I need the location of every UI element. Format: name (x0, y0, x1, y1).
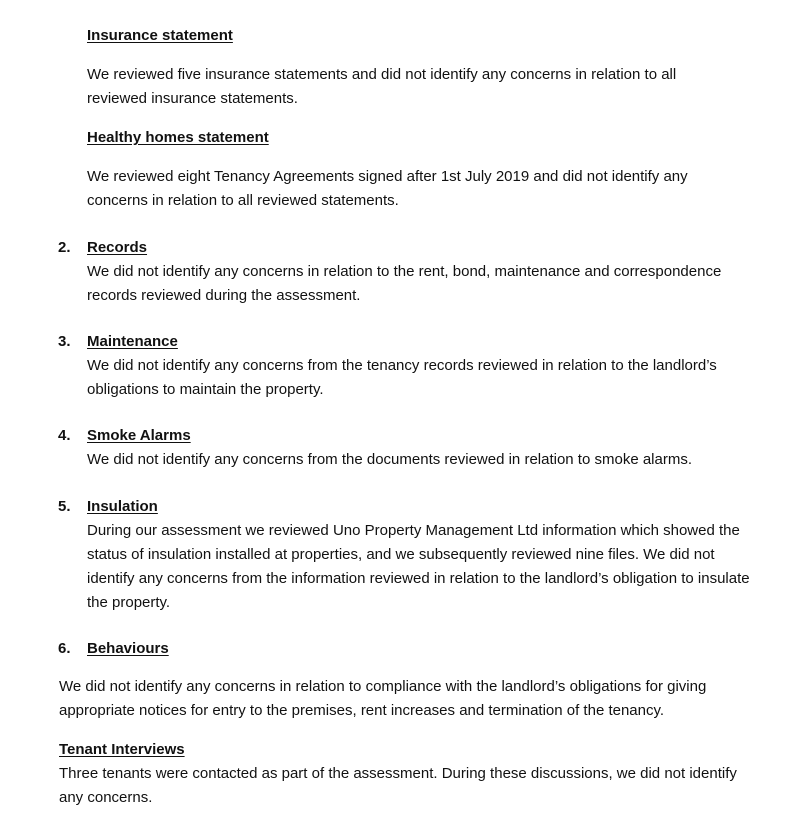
smoke-alarms-body: We did not identify any concerns from the documents reviewed in relation to smoke alarms. (87, 451, 693, 468)
behaviours-body: We did not identify any concerns in relation to compliance with the landlord’s obligations for giving appropriate notices for entry to the premises, rent increases and termination of the tenancy. (59, 678, 707, 719)
section-maintenance (58, 330, 757, 402)
insulation-heading: Insulation (87, 498, 158, 515)
tenant-interviews-heading: Tenant Interviews (59, 741, 185, 758)
tenant-interviews-body: Three tenants were contacted as part of the assessment. During these discussions, we did not identify any concerns. (59, 765, 737, 806)
behaviours-text (59, 675, 749, 723)
tenant-interviews-section (59, 738, 749, 810)
records-heading: Records (87, 239, 148, 256)
behaviours-heading: Behaviours (87, 640, 169, 657)
healthy-homes-body: We reviewed eight Tenancy Agreements signed after 1st July 2019 and did not identify any concerns in relation to all reviewed statements. (87, 168, 688, 209)
healthy-homes-heading: Healthy homes statement (87, 129, 269, 146)
section-records (58, 236, 757, 308)
maintenance-body: We did not identify any concerns from the tenancy records reviewed in relation to the landlord’s obligations to maintain the property. (87, 357, 717, 398)
section-smoke-alarms (58, 424, 757, 472)
healthy-homes-section (87, 126, 767, 150)
insurance-statement-heading: Insurance statement (87, 27, 233, 44)
insurance-statement-body: We reviewed five insurance statements and did not identify any concerns in relation to all reviewed insurance statements. (87, 66, 677, 107)
section-number: 5. (58, 498, 71, 515)
insurance-statement-section (87, 24, 767, 48)
smoke-alarms-heading: Smoke Alarms (87, 427, 191, 444)
insulation-body: During our assessment we reviewed Uno Property Management Ltd information which showed the status of insulation installed at properties, and we subsequently reviewed nine files. We did not identify any concerns from the information reviewed in relation to the landlord’s obligation to insulate the property. (87, 522, 750, 611)
maintenance-heading: Maintenance (87, 333, 178, 350)
section-number: 2. (58, 239, 71, 256)
section-number: 6. (58, 640, 71, 657)
section-number: 4. (58, 427, 71, 444)
healthy-homes-text (87, 165, 727, 213)
records-body: We did not identify any concerns in relation to the rent, bond, maintenance and correspondence records reviewed during the assessment. (87, 263, 722, 304)
section-number: 3. (58, 333, 71, 350)
insurance-statement-text (87, 63, 727, 111)
section-insulation (58, 495, 752, 615)
section-behaviours (58, 637, 757, 661)
